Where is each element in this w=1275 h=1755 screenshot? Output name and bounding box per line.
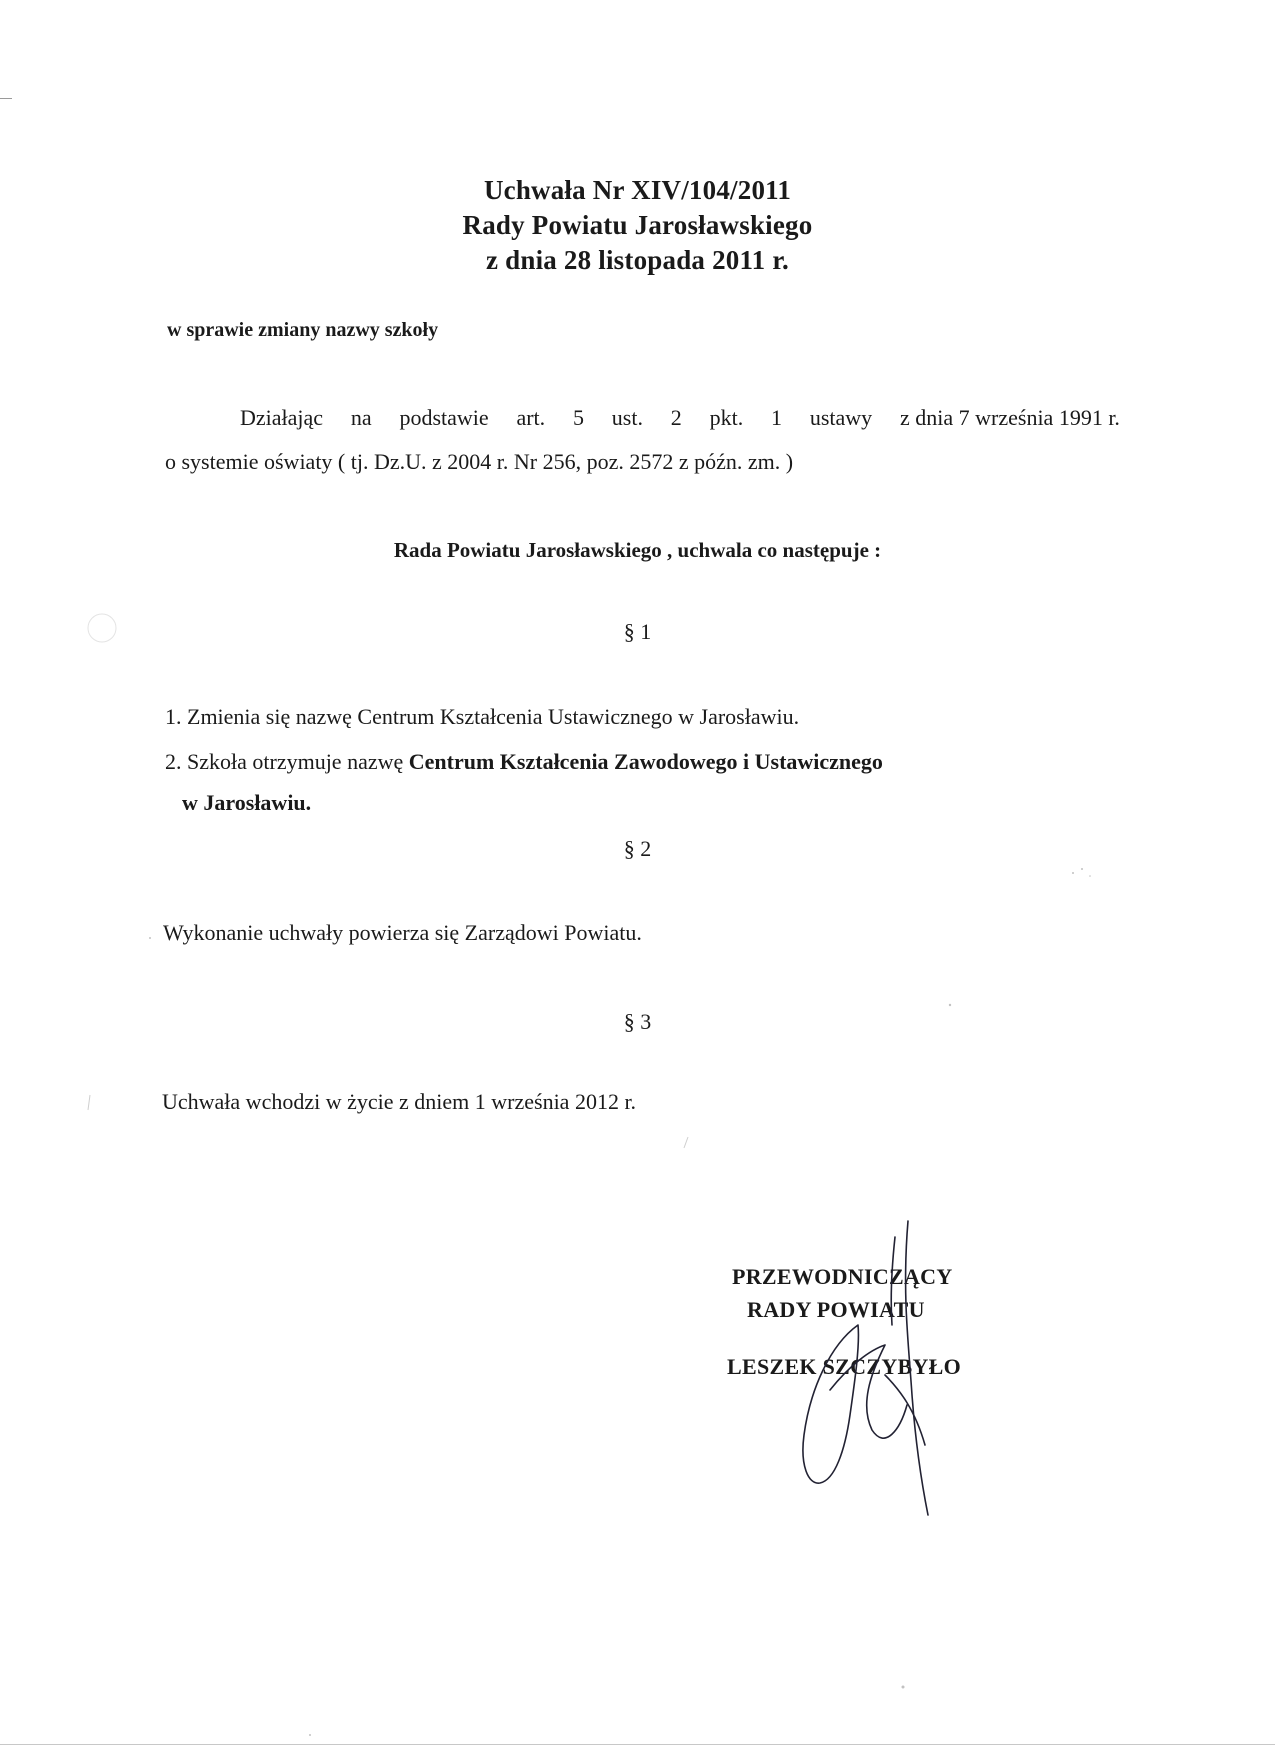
resolution-date: z dnia 28 listopada 2011 r. — [486, 245, 789, 275]
section-3-heading: § 3 — [623, 1009, 652, 1034]
council-name: Rady Powiatu Jarosławskiego — [462, 210, 813, 240]
preamble-word: 5 — [572, 405, 584, 430]
preamble-word: podstawie — [399, 405, 489, 430]
section-2-heading: § 2 — [623, 836, 652, 861]
section-1-item-2-continuation: w Jarosławiu. — [182, 790, 312, 815]
section-1-item-1: 1. Zmienia się nazwę Centrum Kształcenia Ustawicznego w Jarosławiu. — [165, 704, 800, 729]
section-1-heading: § 1 — [623, 619, 652, 644]
scan-edge-mark — [0, 98, 12, 99]
preamble-word: pkt. — [709, 405, 744, 430]
section-2-text: Wykonanie uchwały powierza się Zarządowi Powiatu. — [163, 920, 642, 945]
preamble-word: na — [350, 405, 372, 430]
handwritten-signature — [760, 1215, 990, 1525]
new-school-name: Centrum Kształcenia Zawodowego i Ustawicznego — [408, 749, 883, 774]
preamble-word: ustawy — [809, 405, 873, 430]
section-3-text: Uchwała wchodzi w życie z dniem 1 września 2012 r. — [162, 1089, 637, 1114]
section-1-item-2-prefix: 2. Szkoła otrzymuje nazwę — [165, 749, 409, 774]
resolution-number: Uchwała Nr XIV/104/2011 — [483, 175, 792, 205]
preamble-word: Działając — [240, 405, 324, 430]
preamble-word: 1 — [771, 405, 783, 430]
preamble-word: art. — [516, 405, 546, 430]
preamble-word: 2 — [670, 405, 682, 430]
scan-bottom-edge — [0, 1744, 1275, 1745]
signatory-name: LESZEK SZCZYBYŁO — [727, 1354, 962, 1379]
section-1-item-2 — [165, 749, 883, 775]
subject-line: w sprawie zmiany nazwy szkoły — [167, 319, 439, 341]
signatory-title-1: PRZEWODNICZĄCY — [732, 1264, 953, 1289]
resolves-statement: Rada Powiatu Jarosławskiego , uchwala co następuje : — [393, 538, 882, 562]
preamble-line-1 — [240, 405, 1120, 431]
preamble-word: z dnia 7 września 1991 r. — [900, 405, 1120, 430]
preamble-line-2: o systemie oświaty ( tj. Dz.U. z 2004 r. Nr 256, poz. 2572 z późn. zm. ) — [165, 449, 794, 474]
preamble-word: ust. — [611, 405, 643, 430]
signatory-title-2: RADY POWIATU — [747, 1297, 925, 1322]
